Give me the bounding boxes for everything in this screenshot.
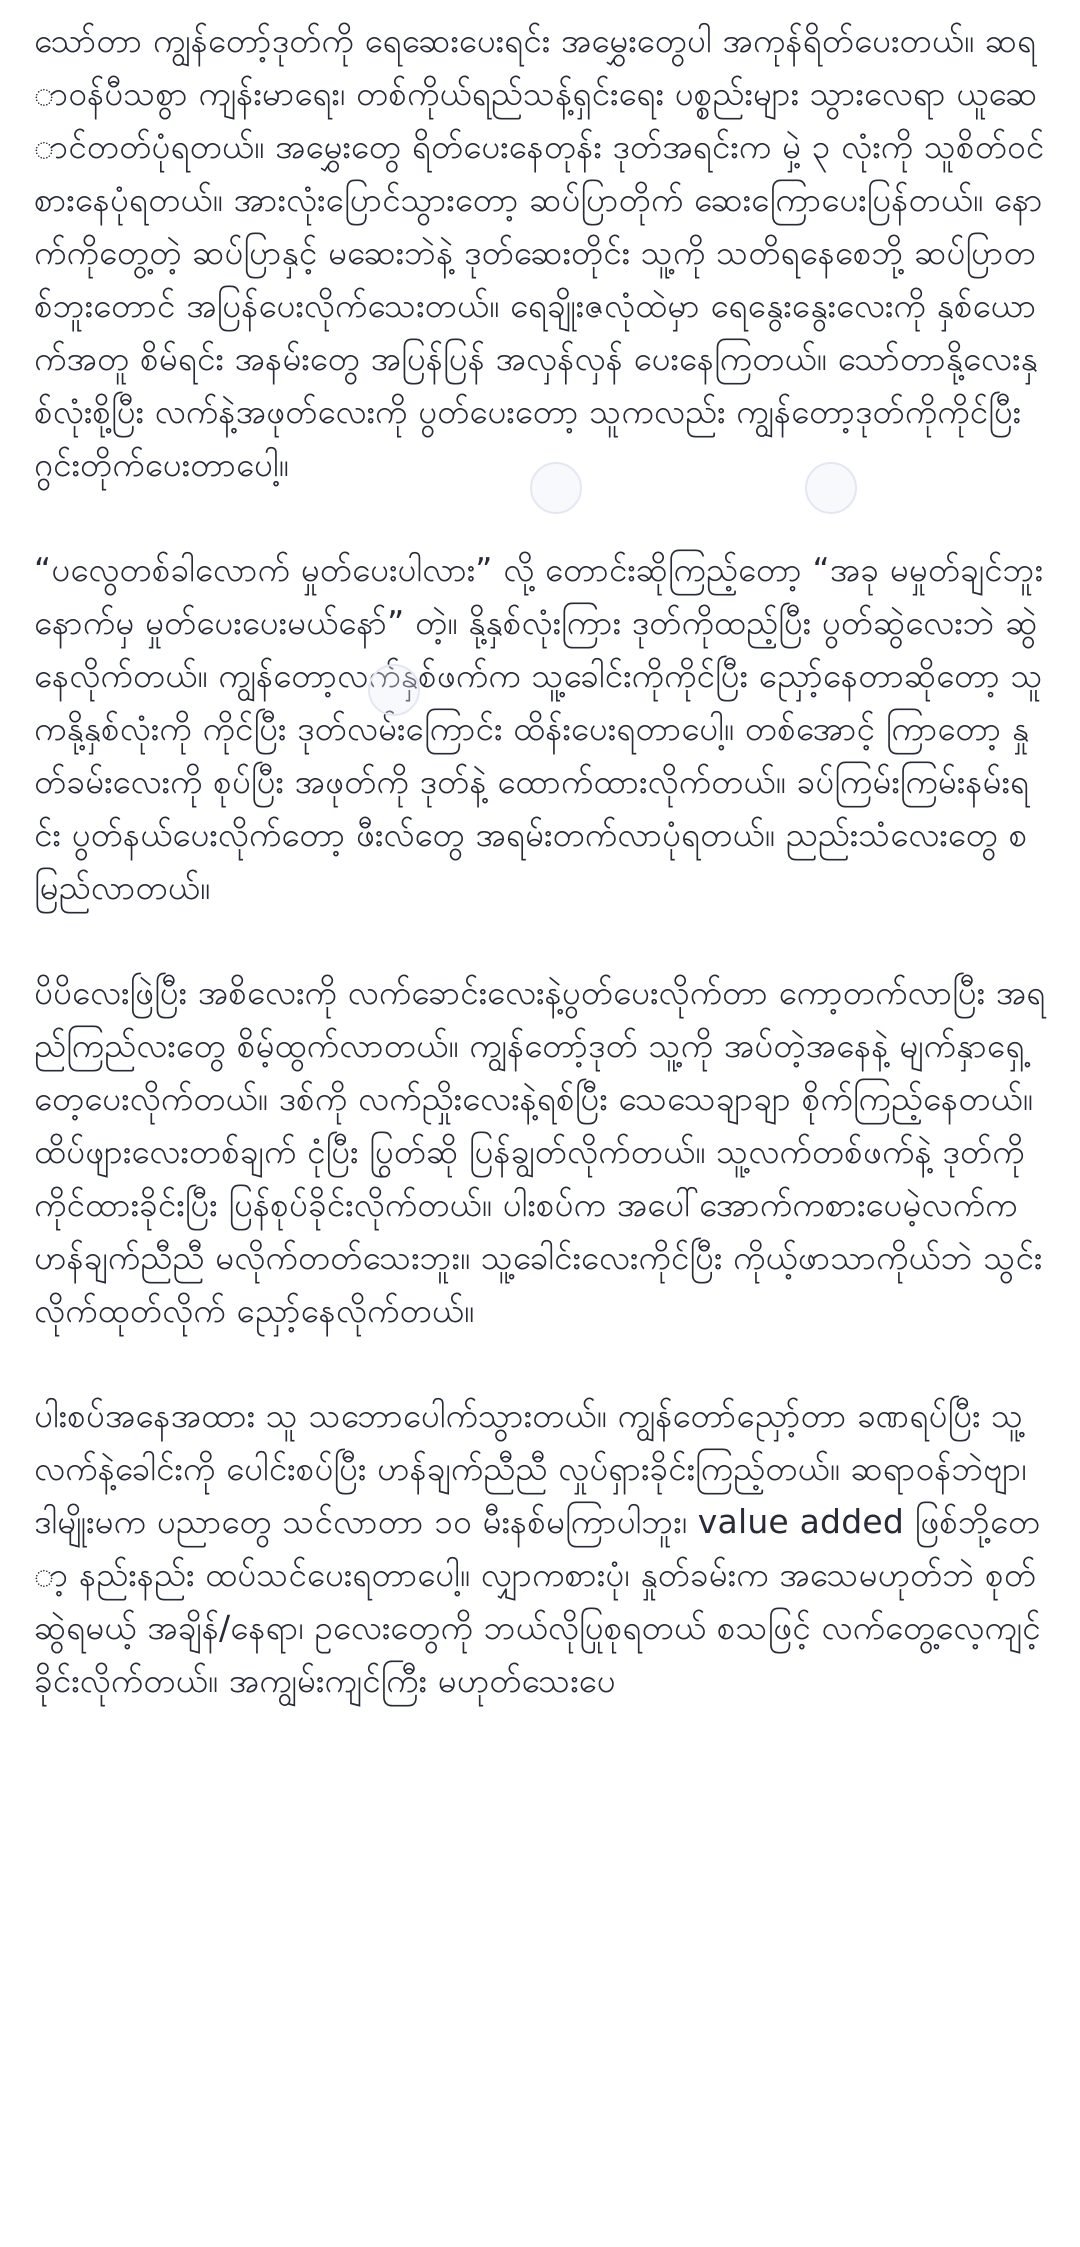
article-paragraph-3: ပိပိလေးဖြဲပြီး အစိလေးကို လက်ခောင်းလေးနဲ့ပွတ်ပေးလိုက်တာ ကော့တက်လာပြီး အရည်ကြည်လးတွေ စိမ့်ထွက်လာတယ်။ ကျွန်တော့်ဒုတ် သူ့ကို အပ်တဲ့အနေနဲ့ မျက်နှာရှေ့ တေ့ပေးလိုက်တယ်။ ဒစ်ကို လက်ညှိုးလေးနဲ့ရစ်ပြီး သေသေချာချာ စိုက်ကြည့်နေတယ်။ ထိပ်ဖျားလေးတစ်ချက် ငုံပြီး ပြွတ်ဆို ပြန်ချွတ်လိုက်တယ်။ သူ့လက်တစ်ဖက်နဲ့ ဒုတ်ကို ကိုင်ထားခိုင်းပြီး ပြန်စုပ်ခိုင်းလိုက်တယ်။ ပါးစပ်က အပေါ်အောက်ကစားပေမဲ့လက်က ဟန်ချက်ညီညီ မလိုက်တတ်သေးဘူး။ သူ့ခေါင်းလေးကိုင်ပြီး ကိုယ့်ဖာသာကိုယ်ဘဲ သွင်းလိုက်ထုတ်လိုက် ညှော့်နေလိုက်တယ်။ <box>34 973 1046 1330</box>
article-paragraph-4: ပါးစပ်အနေအထား သူ သဘောပေါက်သွားတယ်။ ကျွန်တော်ညှော့်တာ ခဏရပ်ပြီး သူ့လက်နဲ့ခေါင်းကို ပေါင်းစပ်ပြီး ဟန်ချက်ညီညီ လှုပ်ရှားခိုင်းကြည့်တယ်။ ဆရာဝန်ဘဲဗျာ၊ ဒါမျိုးမက ပညာတွေ သင်လာတာ ၁၀ မီးနစ်မကြာပါဘူး၊ value added ဖြစ်ဘို့တော့ နည်းနည်း ထပ်သင်ပေးရတာပေါ့။ လျှာကစားပုံ၊ နှုတ်ခမ်းက အသေမဟုတ်ဘဲ စုတ်ဆွဲရမယ့် အချိန်/နေရာ၊ ဥလေးတွေကို ဘယ်လိုပြုစုရတယ် စသဖြင့် လက်တွေ့လေ့ကျင့်ခိုင်းလိုက်တယ်။ အကျွမ်းကျင်ကြီး မဟုတ်သေးပေ <box>34 1396 1041 1700</box>
article-paragraph-1: သော်တာ ကျွန်တော့်ဒုတ်ကို ရေဆေးပေးရင်း အမွှေးတွေပါ အကုန်ရိတ်ပေးတယ်။ ဆရာဝန်ပီသစွာ ကျန်းမာရေး၊ တစ်ကိုယ်ရည်သန့်ရှင်းရေး ပစ္စည်းများ သွားလေရာ ယူဆောင်တတ်ပုံရတယ်။ အမွှေးတွေ ရိတ်ပေးနေတုန်း ဒုတ်အရင်းက မှဲ့ ၃ လုံးကို သူစိတ်ဝင်စားနေပုံရတယ်။ အားလုံးပြောင်သွားတော့ ဆပ်ပြာတိုက် ဆေးကြောပေးပြန်တယ်။ နောက်ကိုတွေ့တဲ့ ဆပ်ပြာနှင့် မဆေးဘဲနဲ့ ဒုတ်ဆေးတိုင်း သူ့ကို သတိရနေစေဘို့ ဆပ်ပြာတစ်ဘူးတောင် အပြန်ပေးလိုက်သေးတယ်။ ရေချိုးဇလုံထဲမှာ ရေနွေးနွေးလေးကို နှစ်ယောက်အတူ စိမ်ရင်း အနမ်းတွေ အပြန်ပြန် အလှန်လှန် ပေးနေကြတယ်။ သော်တာနို့လေးနှစ်လုံးစို့ပြီး လက်နဲ့အဖုတ်လေးကို ပွတ်ပေးတော့ သူကလည်း ကျွန်တော့ဒုတ်ကိုကိုင်ပြီး ဂွင်းတိုက်ပေးတာပေါ့။ <box>34 21 1045 484</box>
article-paragraph-2: “ပလွေတစ်ခါလောက် မှုတ်ပေးပါလား” လို့ တောင်းဆိုကြည့်တော့ “အခု မမှုတ်ချင်ဘူး နောက်မှ မှုတ်ပေးပေးမယ်နော်” တဲ့။ နို့နှစ်လုံးကြား ဒုတ်ကိုထည့်ပြီး ပွတ်ဆွဲလေးဘဲ ဆွဲနေလိုက်တယ်။ ကျွန်တော့လက်နှစ်ဖက်က သူ့ခေါင်းကိုကိုင်ပြီး ညှော့်နေတာဆိုတော့ သူကနို့နှစ်လုံးကို ကိုင်ပြီး ဒုတ်လမ်းကြောင်း ထိန်းပေးရတာပေါ့။ တစ်အောင့် ကြာတော့ နှုတ်ခမ်းလေးကို စုပ်ပြီး အဖုတ်ကို ဒုတ်နဲ့ ထောက်ထားလိုက်တယ်။ ခပ်ကြမ်းကြမ်းနမ်းရင်း ပွတ်နယ်ပေးလိုက်တော့ ဖီးလ်တွေ အရမ်းတက်လာပုံရတယ်။ ညည်းသံလေးတွေ စမြည်လာတယ်။ <box>34 550 1044 907</box>
article-body <box>34 14 1046 1759</box>
